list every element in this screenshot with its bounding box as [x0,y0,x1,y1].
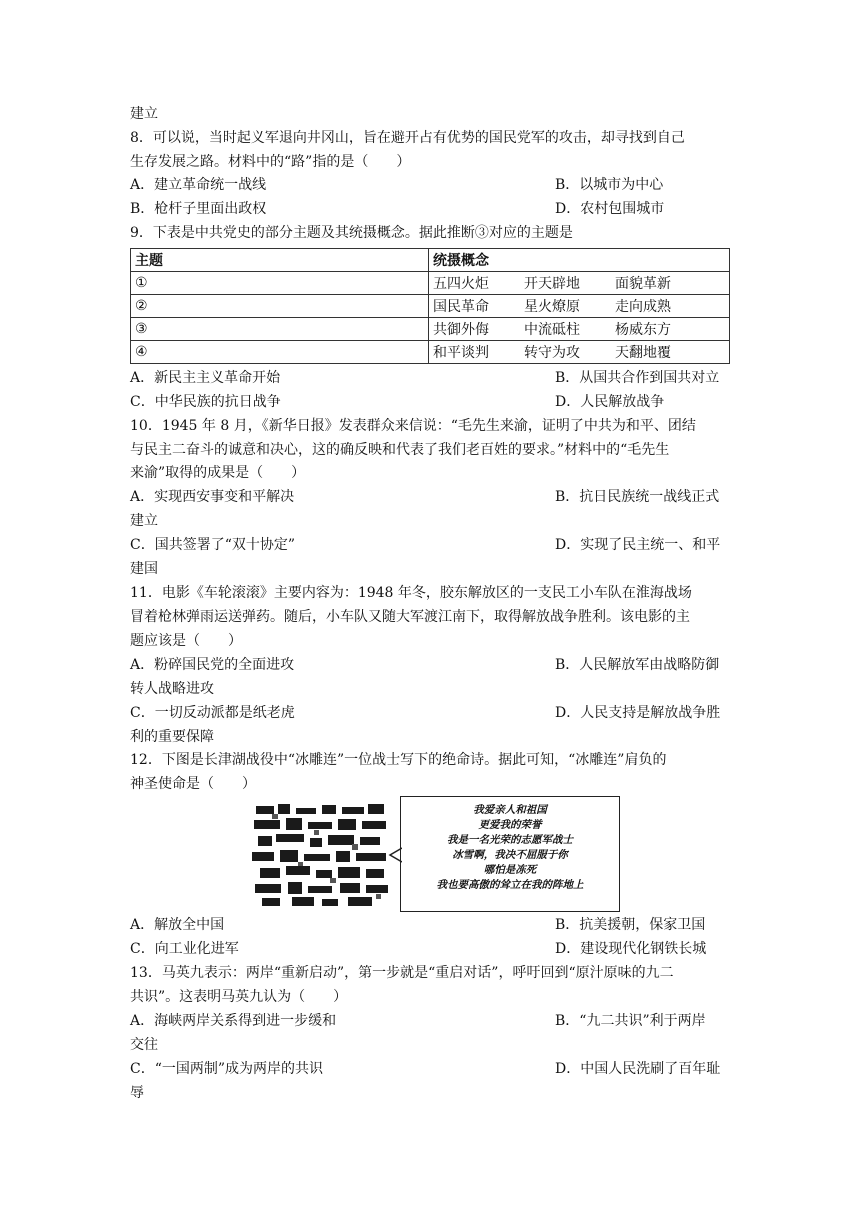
q13-option-c: C．“一国两制”成为两岸的共识 [130,1061,324,1077]
question-12-stem: 12．下图是长津湖战役中“冰雕连”一位战士写下的绝命诗。据此可知，“冰雕连”肩负的 [130,752,667,768]
q11-option-b-wrap: 转人战略进攻 [130,681,214,697]
q12-option-b: B．抗美援朝，保家卫国 [555,917,706,933]
q13-option-d: D．中国人民洗刷了百年耻 [555,1061,721,1077]
q11-option-d-wrap: 利的重要保障 [130,729,214,745]
q13-option-b-wrap: 交往 [130,1037,158,1053]
q13-option-d-wrap: 辱 [130,1085,144,1101]
q11-option-a: A．粉碎国民党的全面进攻 [130,657,295,673]
question-8-stem: 8．可以说，当时起义军退向井冈山，旨在避开占有优势的国民党军的攻击，却寻找到自己 [130,130,685,146]
question-10-stem: 10．1945 年 8 月，《新华日报》发表群众来信说：“毛先生来渝，证明了中共为和平、团结 [130,418,696,434]
table-cell-concepts [429,272,730,295]
q10-option-b: B．抗日民族统一战线正式 [555,489,720,505]
question-10-stem-cont: 来渝”取得的成果是（ ） [130,465,306,481]
table-cell-theme: ① [131,272,429,295]
poem-line: 冰雪啊，我决不屈服于你 [452,849,568,861]
poem-box [400,796,620,912]
table-cell-theme: ② [131,295,429,318]
concept: 共御外侮 [433,322,489,338]
poem-line: 更爱我的荣誉 [478,819,542,831]
table-cell-concepts [429,295,730,318]
table-cell-concepts [429,318,730,341]
q11-option-b: B．人民解放军由战略防御 [555,657,720,673]
concept: 天翻地覆 [615,345,671,361]
concept: 五四火炬 [433,276,489,292]
question-8-stem-cont: 生存发展之路。材料中的“路”指的是（ ） [130,154,411,170]
q13-option-a: A．海峡两岸关系得到进一步缓和 [130,1013,337,1029]
table-header-row [131,249,730,272]
table-cell-theme: ④ [131,341,429,364]
concept: 杨威东方 [615,322,671,338]
q8-option-c: B．枪杆子里面出政权 [130,201,267,217]
q10-option-a: A．实现西安事变和平解决 [130,489,295,505]
concept: 星火燎原 [524,299,580,315]
table-row [131,295,730,318]
concept: 面貌革新 [615,276,671,292]
q12-option-a: A．解放全中国 [130,917,225,933]
question-11-stem-cont: 冒着枪林弹雨运送弹药。随后，小车队又随大军渡江南下，取得解放战争胜利。该电影的主 [130,609,690,625]
poem-line: 我爱亲人和祖国 [473,804,547,816]
poem-line: 我也要高傲的耸立在我的阵地上 [436,879,584,891]
table-header-concepts: 统摄概念 [429,249,730,272]
concept: 转守为攻 [524,345,580,361]
poem-line: 哪怕是冻死 [483,864,537,876]
table-row [131,272,730,295]
text-line: 建立 [130,106,158,122]
question-10-stem-cont: 与民主二奋斗的诚意和决心，这的确反映和代表了我们老百姓的要求。”材料中的“毛先生 [130,442,670,458]
q8-option-a: A．建立革命统一战线 [130,177,267,193]
concept: 中流砥柱 [524,322,580,338]
table-row [131,341,730,364]
q12-option-c: C．向工业化进军 [130,941,239,957]
soldier-photo [252,800,392,910]
q11-option-d: D．人民支持是解放战争胜 [555,705,721,721]
concept: 国民革命 [433,299,489,315]
concept: 开天辟地 [524,276,580,292]
party-history-table [130,248,730,364]
table-cell-theme: ③ [131,318,429,341]
poem-line: 我是一名光荣的志愿军战士 [447,834,573,846]
q9-option-c: C．中华民族的抗日战争 [130,394,281,410]
q9-option-b: B．从国共合作到国共对立 [555,370,720,386]
q9-option-d: D．人民解放战争 [555,394,665,410]
q10-option-d-wrap: 建国 [130,561,158,577]
q10-option-c: C．国共签署了“双十协定” [130,537,296,553]
q9-option-a: A．新民主主义革命开始 [130,370,281,386]
question-11-stem-cont: 题应该是（ ） [130,633,242,649]
q11-option-c: C．一切反动派都是纸老虎 [130,705,295,721]
question-11-stem: 11．电影《车轮滚滚》主要内容为：1948 年冬，胶东解放区的一支民工小车队在淮海战场 [130,585,692,601]
concept: 和平谈判 [433,345,489,361]
concept: 走向成熟 [615,299,671,315]
q13-option-b: B．“九二共识”利于两岸 [555,1013,706,1029]
question-9-stem: 9．下表是中共党史的部分主题及其统摄概念。据此推断③对应的主题是 [130,225,573,241]
q8-option-d: D．农村包围城市 [555,201,665,217]
question-13-stem: 13．马英九表示：两岸“重新启动”，第一步就是“重启对话”，呼吁回到“原汁原味的九二 [130,965,674,981]
question-13-stem-cont: 共识”。这表明马英九认为（ ） [130,989,348,1005]
q12-option-d: D．建设现代化钢铁长城 [555,941,707,957]
table-row [131,318,730,341]
q10-option-d: D．实现了民主统一、和平 [555,537,721,553]
question-12-stem-cont: 神圣使命是（ ） [130,776,256,792]
table-header-theme: 主题 [131,249,429,272]
q10-option-b-wrap: 建立 [130,513,158,529]
table-cell-concepts [429,341,730,364]
q8-option-b: B．以城市为中心 [555,177,664,193]
